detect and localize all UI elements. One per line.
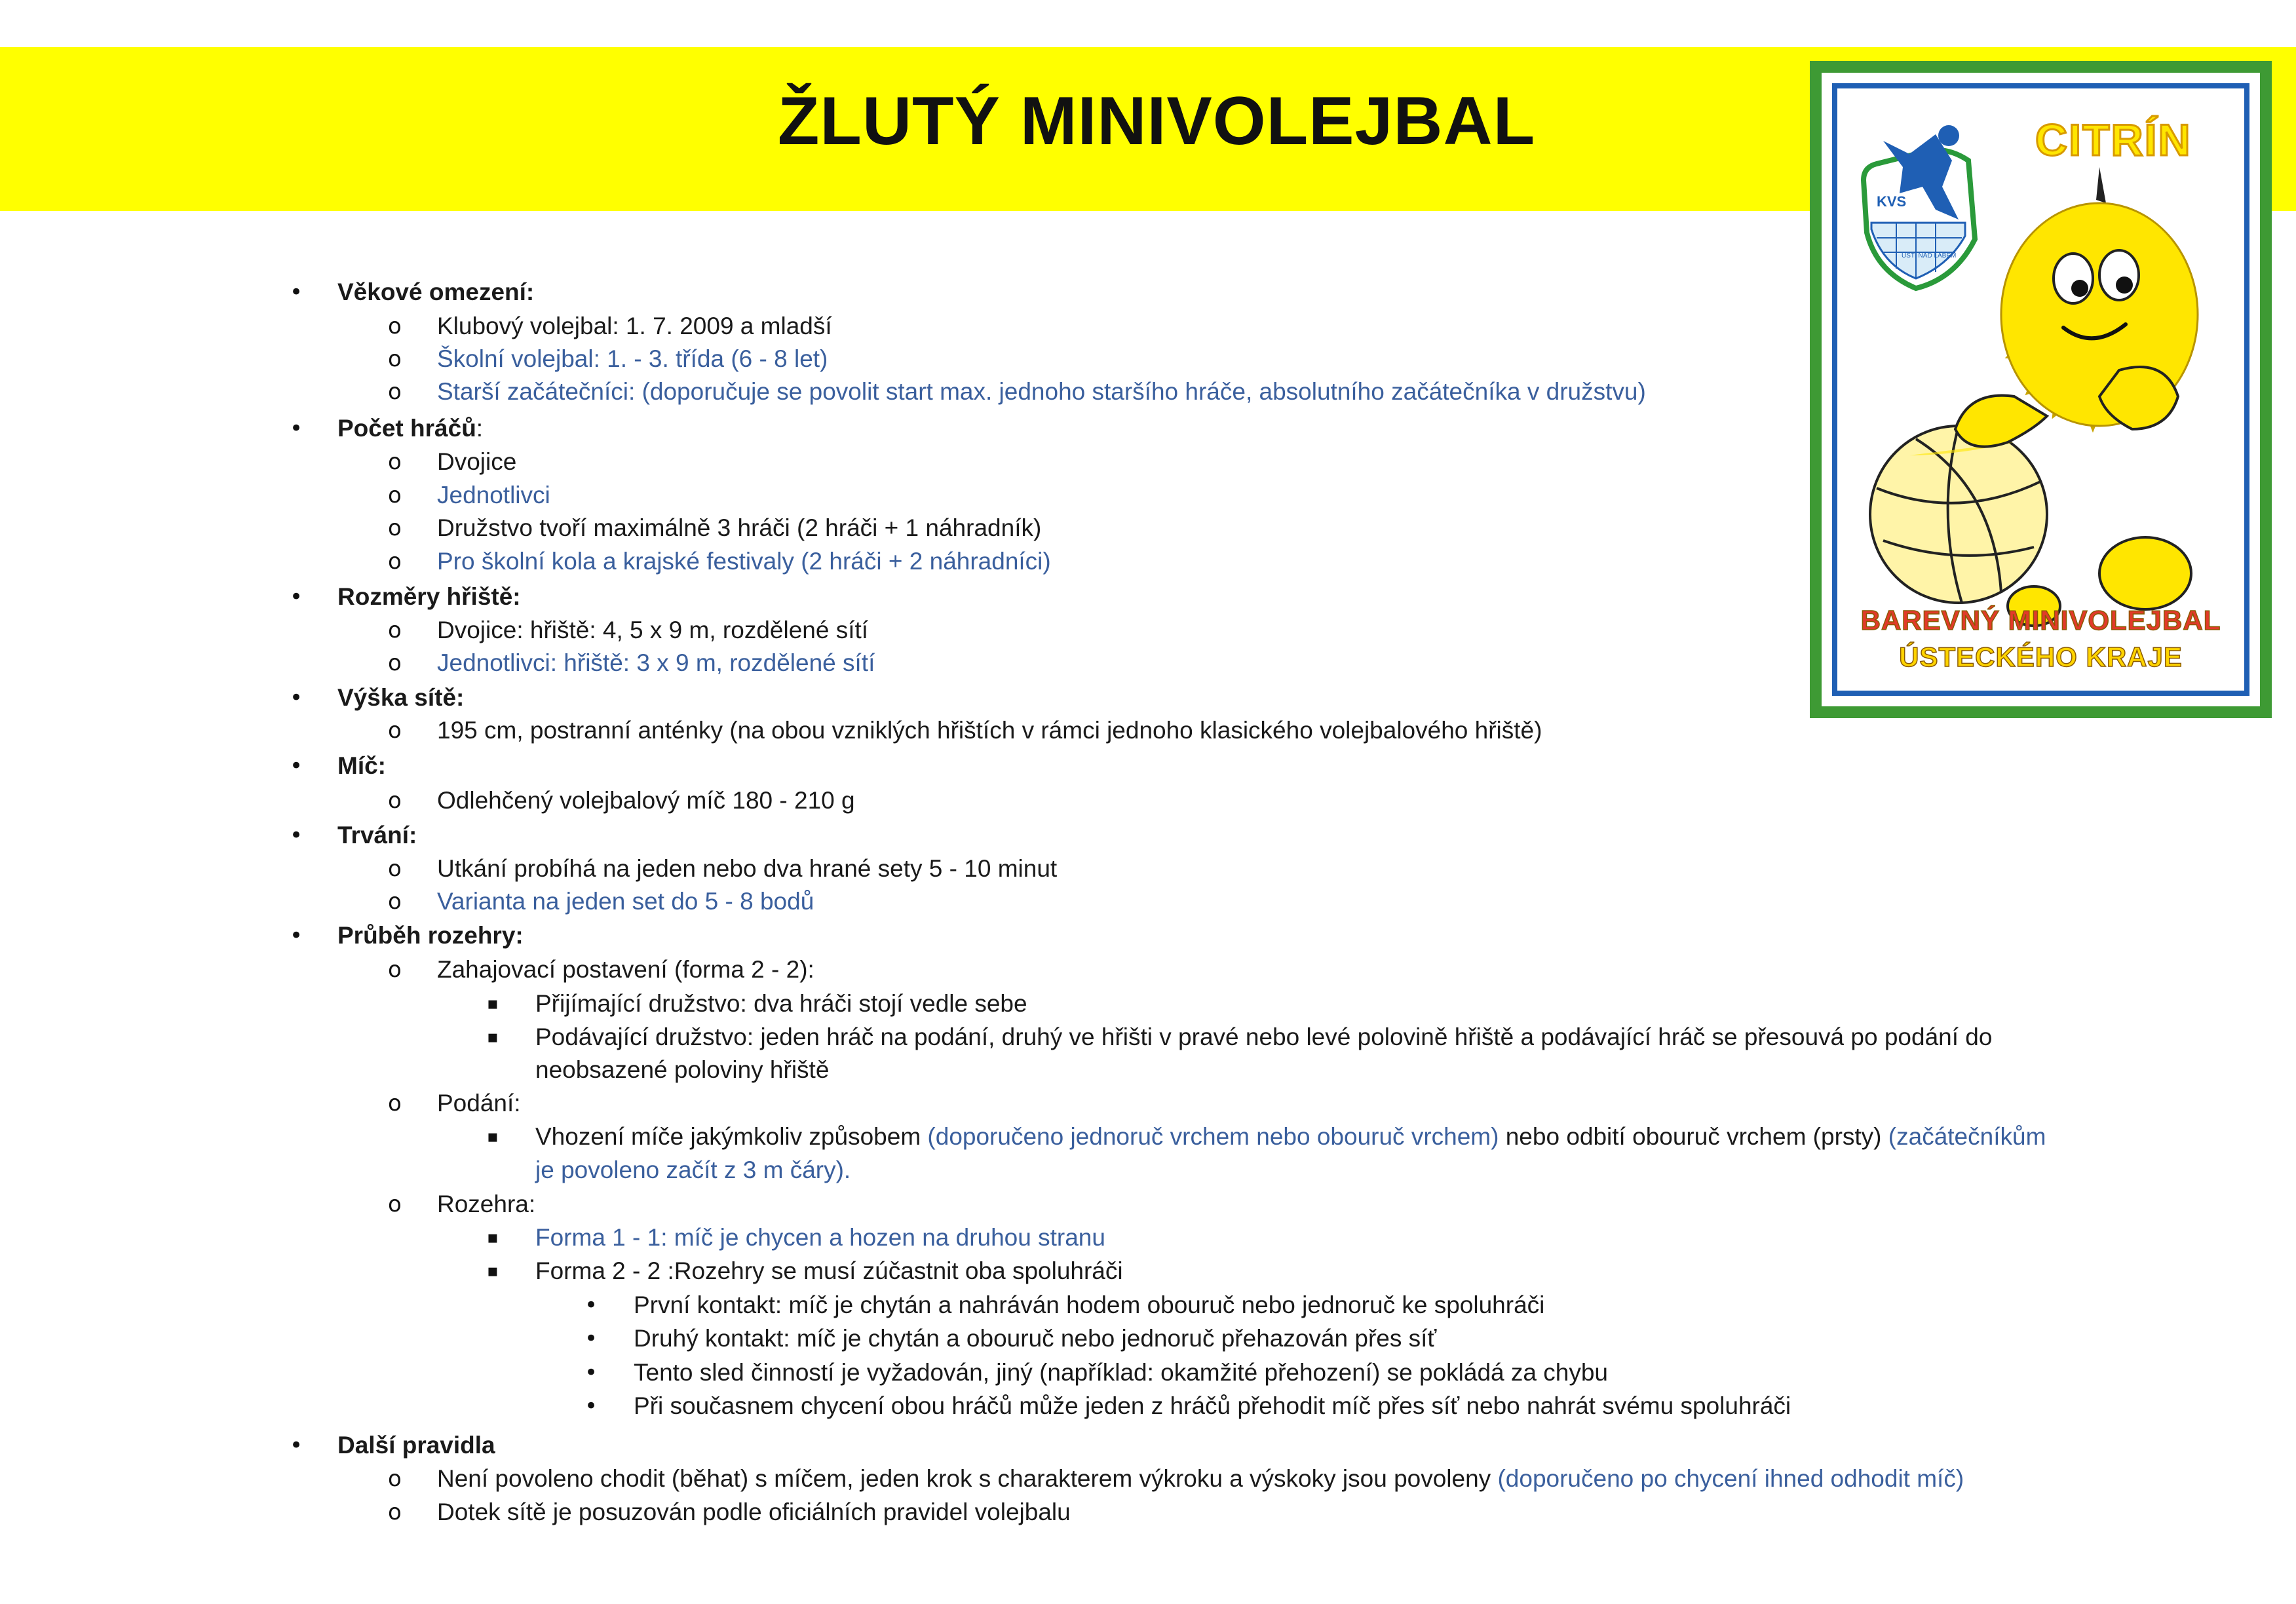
list-item-continued: neobsazené poloviny hřiště xyxy=(535,1056,830,1083)
text-part: Není povoleno chodit (běhat) s míčem, jeden krok s charakterem výkroku a výskoky jsou povoleny xyxy=(437,1465,1498,1492)
list-item xyxy=(437,1462,1964,1495)
kvs-badge-label: KVS xyxy=(1877,193,1907,210)
bullet-l2: o xyxy=(388,856,402,882)
bullet-l1: • xyxy=(290,923,303,949)
list-item: 195 cm, postranní anténky (na obou vzniklých hřištích v rámci jednoho klasického volejbalového hřiště) xyxy=(437,717,1542,744)
bullet-l3: ▪ xyxy=(487,994,499,1014)
list-item: Školní volejbal: 1. - 3. třída (6 - 8 let) xyxy=(437,345,828,372)
list-item: Odlehčený volejbalový míč 180 - 210 g xyxy=(437,787,855,814)
list-item: První kontakt: míč je chytán a nahráván hodem obouruč nebo jednoruč ke spoluhráči xyxy=(634,1291,1545,1318)
section-heading: Další pravidla xyxy=(337,1432,495,1459)
slogan-line-1 xyxy=(1837,605,2244,636)
bullet-l2: o xyxy=(388,313,402,339)
bullet-l1: • xyxy=(290,1432,303,1459)
bullet-l3: ▪ xyxy=(487,1261,499,1281)
list-item: Podání: xyxy=(437,1090,521,1117)
bullet-l2: o xyxy=(388,1499,402,1525)
section-heading-suffix: : xyxy=(476,415,484,442)
citrin-logo xyxy=(1810,61,2272,718)
bullet-l1: • xyxy=(290,685,303,711)
bullet-l2: o xyxy=(388,449,402,475)
list-item: Dotek sítě je posuzován podle oficiálních pravidel volejbalu xyxy=(437,1499,1071,1525)
text-part: Vhození míče jakýmkoliv způsobem xyxy=(535,1123,928,1150)
logo-frame xyxy=(1832,83,2249,696)
bullet-l3: ▪ xyxy=(487,1228,499,1248)
bullet-l2: o xyxy=(388,515,402,541)
section-heading: Trvání: xyxy=(337,822,417,849)
bullet-l2: o xyxy=(388,1090,402,1117)
volleyball-icon xyxy=(1870,426,2047,603)
bullet-l2: o xyxy=(388,788,402,814)
list-item: Starší začátečníci: (doporučuje se povolit start max. jednoho staršího hráče, absolutního začátečníka v družstvu) xyxy=(437,378,1646,405)
list-item: Forma 1 - 1: míč je chycen a hozen na druhou stranu xyxy=(535,1224,1105,1251)
bullet-l2: o xyxy=(388,1466,402,1492)
bullet-l1: • xyxy=(290,415,303,442)
bullet-l3: ▪ xyxy=(487,1127,499,1147)
list-item: Při současnem chycení obou hráčů může jeden z hráčů přehodit míč přes síť nebo nahrát svému spoluhráči xyxy=(634,1392,1791,1419)
bullet-l2: o xyxy=(388,957,402,983)
list-item: Družstvo tvoří maximálně 3 hráči (2 hráči + 1 náhradník) xyxy=(437,514,1042,541)
list-item: Zahajovací postavení (forma 2 - 2): xyxy=(437,956,814,983)
bullet-l2: o xyxy=(388,1191,402,1217)
bullet-l2: o xyxy=(388,482,402,508)
section-heading-text: Počet hráčů xyxy=(337,415,476,442)
bullet-l2: o xyxy=(388,617,402,643)
text-part: nebo odbití obouruč vrchem (prsty) xyxy=(1499,1123,1888,1150)
text-part-note: (doporučeno jednoruč vrchem nebo obouruč vrchem) xyxy=(927,1123,1499,1150)
bullet-l1: • xyxy=(290,753,303,779)
slogan-line-2-text: ÚSTECKÉHO KRAJE xyxy=(1899,641,2183,672)
slogan-line-1-text: BAREVNÝ MINIVOLEJBAL xyxy=(1860,605,2221,636)
section-heading: Průběh rozehry: xyxy=(337,922,524,949)
bullet-l4: • xyxy=(584,1326,598,1352)
list-item: Forma 2 - 2 :Rozehry se musí zúčastnit oba spoluhráči xyxy=(535,1257,1123,1284)
section-heading: Míč: xyxy=(337,752,386,779)
kvs-badge-sublabel: ÚSTÍ NAD LABEM xyxy=(1902,252,1957,259)
list-item: Varianta na jeden set do 5 - 8 bodů xyxy=(437,888,814,915)
list-item: Podávající družstvo: jeden hráč na podání, druhý ve hřišti v pravé nebo levé polovině hřiště a podávající hráč se přesouvá po podání do xyxy=(535,1023,1993,1050)
list-item: Utkání probíhá na jeden nebo dva hrané sety 5 - 10 minut xyxy=(437,855,1058,882)
list-item: Pro školní kola a krajské festivaly (2 hráči + 2 náhradníci) xyxy=(437,548,1051,575)
section-heading: Výška sítě: xyxy=(337,684,465,711)
logo-inner-panel xyxy=(1822,73,2260,706)
text-part-note: (začátečníkům xyxy=(1888,1123,2046,1150)
bullet-l1: • xyxy=(290,584,303,610)
list-item: Tento sled činností je vyžadován, jiný (například: okamžité přehození) se pokládá za chybu xyxy=(634,1359,1608,1386)
bullet-l4: • xyxy=(584,1292,598,1318)
bullet-l2: o xyxy=(388,346,402,372)
bullet-l1: • xyxy=(290,279,303,305)
slogan-line-2 xyxy=(1837,641,2244,673)
bullet-l2: o xyxy=(388,548,402,575)
page-title: ŽLUTÝ MINIVOLEJBAL xyxy=(777,83,1536,159)
section-heading: Rozměry hřiště: xyxy=(337,583,521,610)
list-item: Jednotlivci: hřiště: 3 x 9 m, rozdělené sítí xyxy=(437,649,875,676)
list-item: Dvojice xyxy=(437,448,517,475)
list-item: Rozehra: xyxy=(437,1191,536,1217)
list-item: Jednotlivci xyxy=(437,482,550,508)
list-item: Přijímající družstvo: dva hráči stojí vedle sebe xyxy=(535,990,1027,1017)
bullet-l2: o xyxy=(388,379,402,405)
bullet-l2: o xyxy=(388,888,402,915)
list-item xyxy=(535,1120,2046,1153)
bullet-l4: • xyxy=(584,1360,598,1386)
section-heading: Věkové omezení: xyxy=(337,278,535,305)
list-item: Klubový volejbal: 1. 7. 2009 a mladší xyxy=(437,313,832,339)
bullet-l3: ▪ xyxy=(487,1027,499,1047)
bullet-l1: • xyxy=(290,822,303,849)
text-part-note: (doporučeno po chycení ihned odhodit míč) xyxy=(1497,1465,1964,1492)
mascot-illustration xyxy=(1837,88,2244,691)
bullet-l2: o xyxy=(388,717,402,744)
bullet-l2: o xyxy=(388,650,402,676)
bullet-l4: • xyxy=(584,1393,598,1419)
list-item-continued: je povoleno začít z 3 m čáry). xyxy=(535,1156,851,1183)
section-heading xyxy=(337,412,483,445)
brand-name: CITRÍN xyxy=(2035,115,2192,165)
list-item: Dvojice: hřiště: 4, 5 x 9 m, rozdělené sítí xyxy=(437,617,869,643)
list-item: Druhý kontakt: míč je chytán a obouruč nebo jednoruč přehazován přes síť xyxy=(634,1325,1437,1352)
